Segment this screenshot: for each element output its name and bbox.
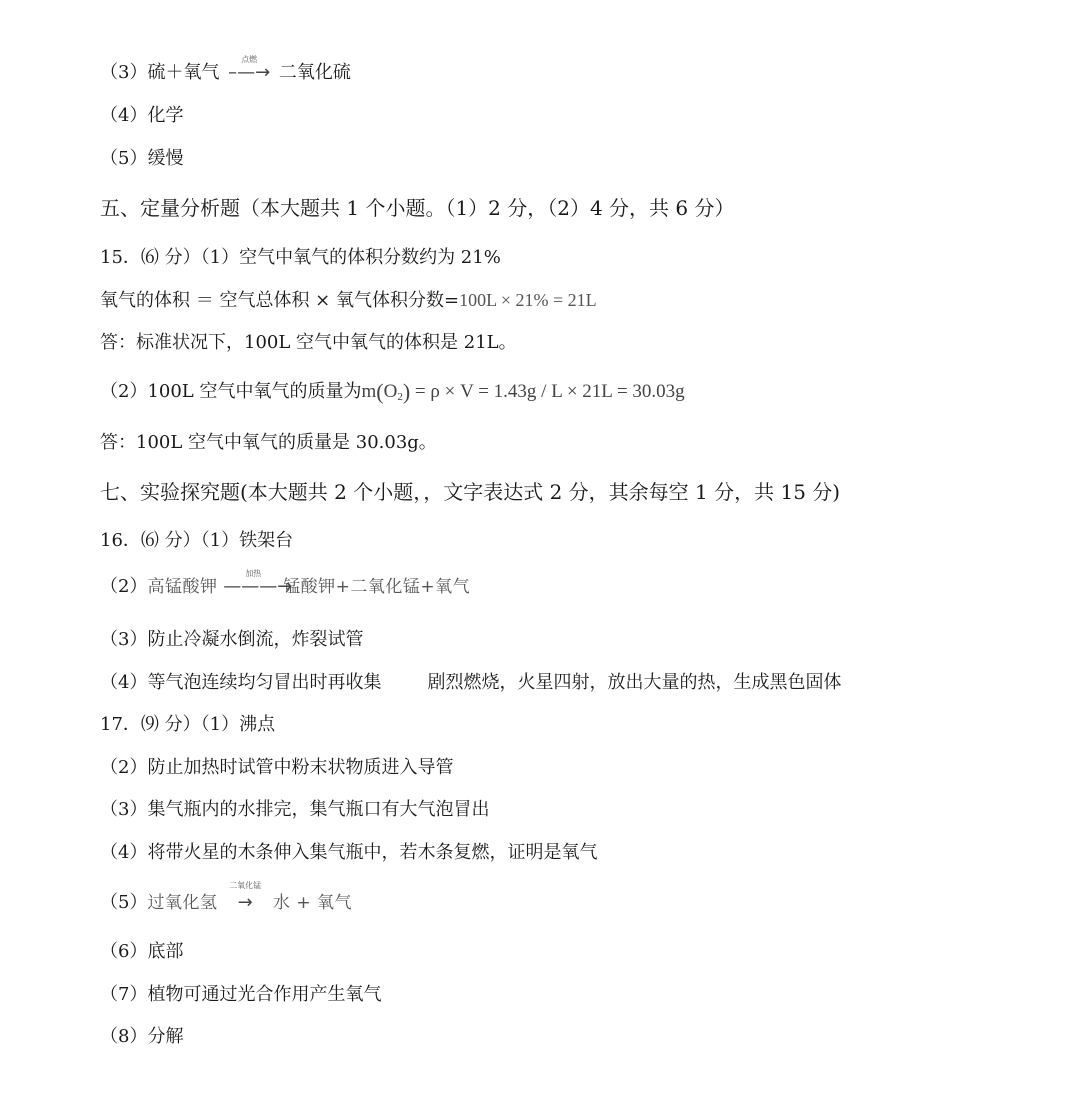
question-16-part-1: 16．⑹ 分）（1）铁架台 (100, 530, 294, 551)
reactant: 过氧化氢 (147, 893, 218, 913)
part-4-answer-b: 剧烈燃烧，火星四射，放出大量的热，生成黑色固体 (427, 672, 842, 693)
question-16-part-4 (100, 674, 841, 692)
reaction-condition: 加热 (245, 569, 262, 578)
question-17-part-4: （4）将带火星的木条伸入集气瓶中，若木条复燃，证明是氧气 (100, 842, 598, 863)
mass-formula-rest: = ρ × V = 1.43g / L × 21L = 30.03g (414, 381, 685, 402)
catalyst-label: 二氧化锰 (229, 881, 262, 890)
reaction-arrow (225, 55, 273, 83)
arrow-glyph: → (237, 892, 253, 913)
answer-line-3-sulfur (100, 55, 351, 83)
question-15-answer-2: 答：100L 空气中氧气的质量是 30.03g。 (100, 432, 437, 453)
answer-line-4: （4）化学 (100, 105, 184, 126)
oxygen-symbol: O (383, 381, 398, 402)
part-4-answer-a: （4）等气泡连续均匀冒出时再收集 (100, 672, 382, 693)
reaction-arrow (223, 569, 293, 597)
equation-left: （3）硫＋氧气 (100, 62, 220, 83)
section-heading-5: 五、定量分析题（本大题共 1 个小题。（1）2 分，（2）4 分，共 6 分） (100, 196, 735, 220)
question-17-part-7: （7）植物可通过光合作用产生氧气 (100, 984, 382, 1005)
reactant: 高锰酸钾 (147, 577, 218, 597)
question-17-part-8: （8）分解 (100, 1026, 184, 1047)
calc-formula: 100L × 21% = 21L (459, 290, 597, 310)
reaction-arrow (223, 881, 267, 913)
question-16-part-2 (100, 569, 471, 597)
mass-symbol: m (361, 381, 377, 402)
arrow-glyph: ———→ (223, 576, 293, 597)
question-15-part-2 (100, 381, 685, 403)
question-15-answer-1: 答：标准状况下，100L 空气中氧气的体积是 21L。 (100, 332, 517, 353)
part-number: （2） (100, 576, 148, 597)
question-17-part-6: （6）底部 (100, 941, 184, 962)
calc-text: 氧气的体积 ＝ 空气总体积 × 氧气体积分数= (100, 290, 460, 311)
arrow-glyph: –—→ (228, 62, 271, 83)
question-16-part-3: （3）防止冷凝水倒流，炸裂试管 (100, 629, 364, 650)
mass-formula: $m(O_2) = \rho \times V = 1.43g / L \times 21L = 30.03g$ (361, 379, 685, 404)
question-15-volume-calc (100, 291, 597, 310)
subscript-2: 2 (397, 391, 403, 403)
question-15-part-1: 15．⑹ 分）（1）空气中氧气的体积分数约为 21% (100, 247, 501, 268)
part-number: （5） (100, 892, 148, 913)
equation-right: 二氧化硫 (278, 62, 351, 83)
reaction-condition: 点燃 (241, 55, 258, 64)
mass-text: （2）100L 空气中氧气的质量为 (100, 381, 362, 402)
question-17-part-3: （3）集气瓶内的水排完，集气瓶口有大气泡冒出 (100, 799, 490, 820)
products: 锰酸钾+二氧化锰+氧气 (283, 577, 471, 597)
question-17-part-2: （2）防止加热时试管中粉末状物质进入导管 (100, 757, 454, 778)
section-heading-7: 七、实验探究题(本大题共 2 个小题，，文字表达式 2 分，其余每空 1 分，共 15 分) (100, 480, 841, 504)
answer-line-5: （5）缓慢 (100, 148, 184, 169)
question-17-part-5 (100, 881, 352, 913)
products: 水 + 氧气 (272, 893, 352, 913)
question-17-part-1: 17．⑼ 分）（1）沸点 (100, 714, 276, 735)
